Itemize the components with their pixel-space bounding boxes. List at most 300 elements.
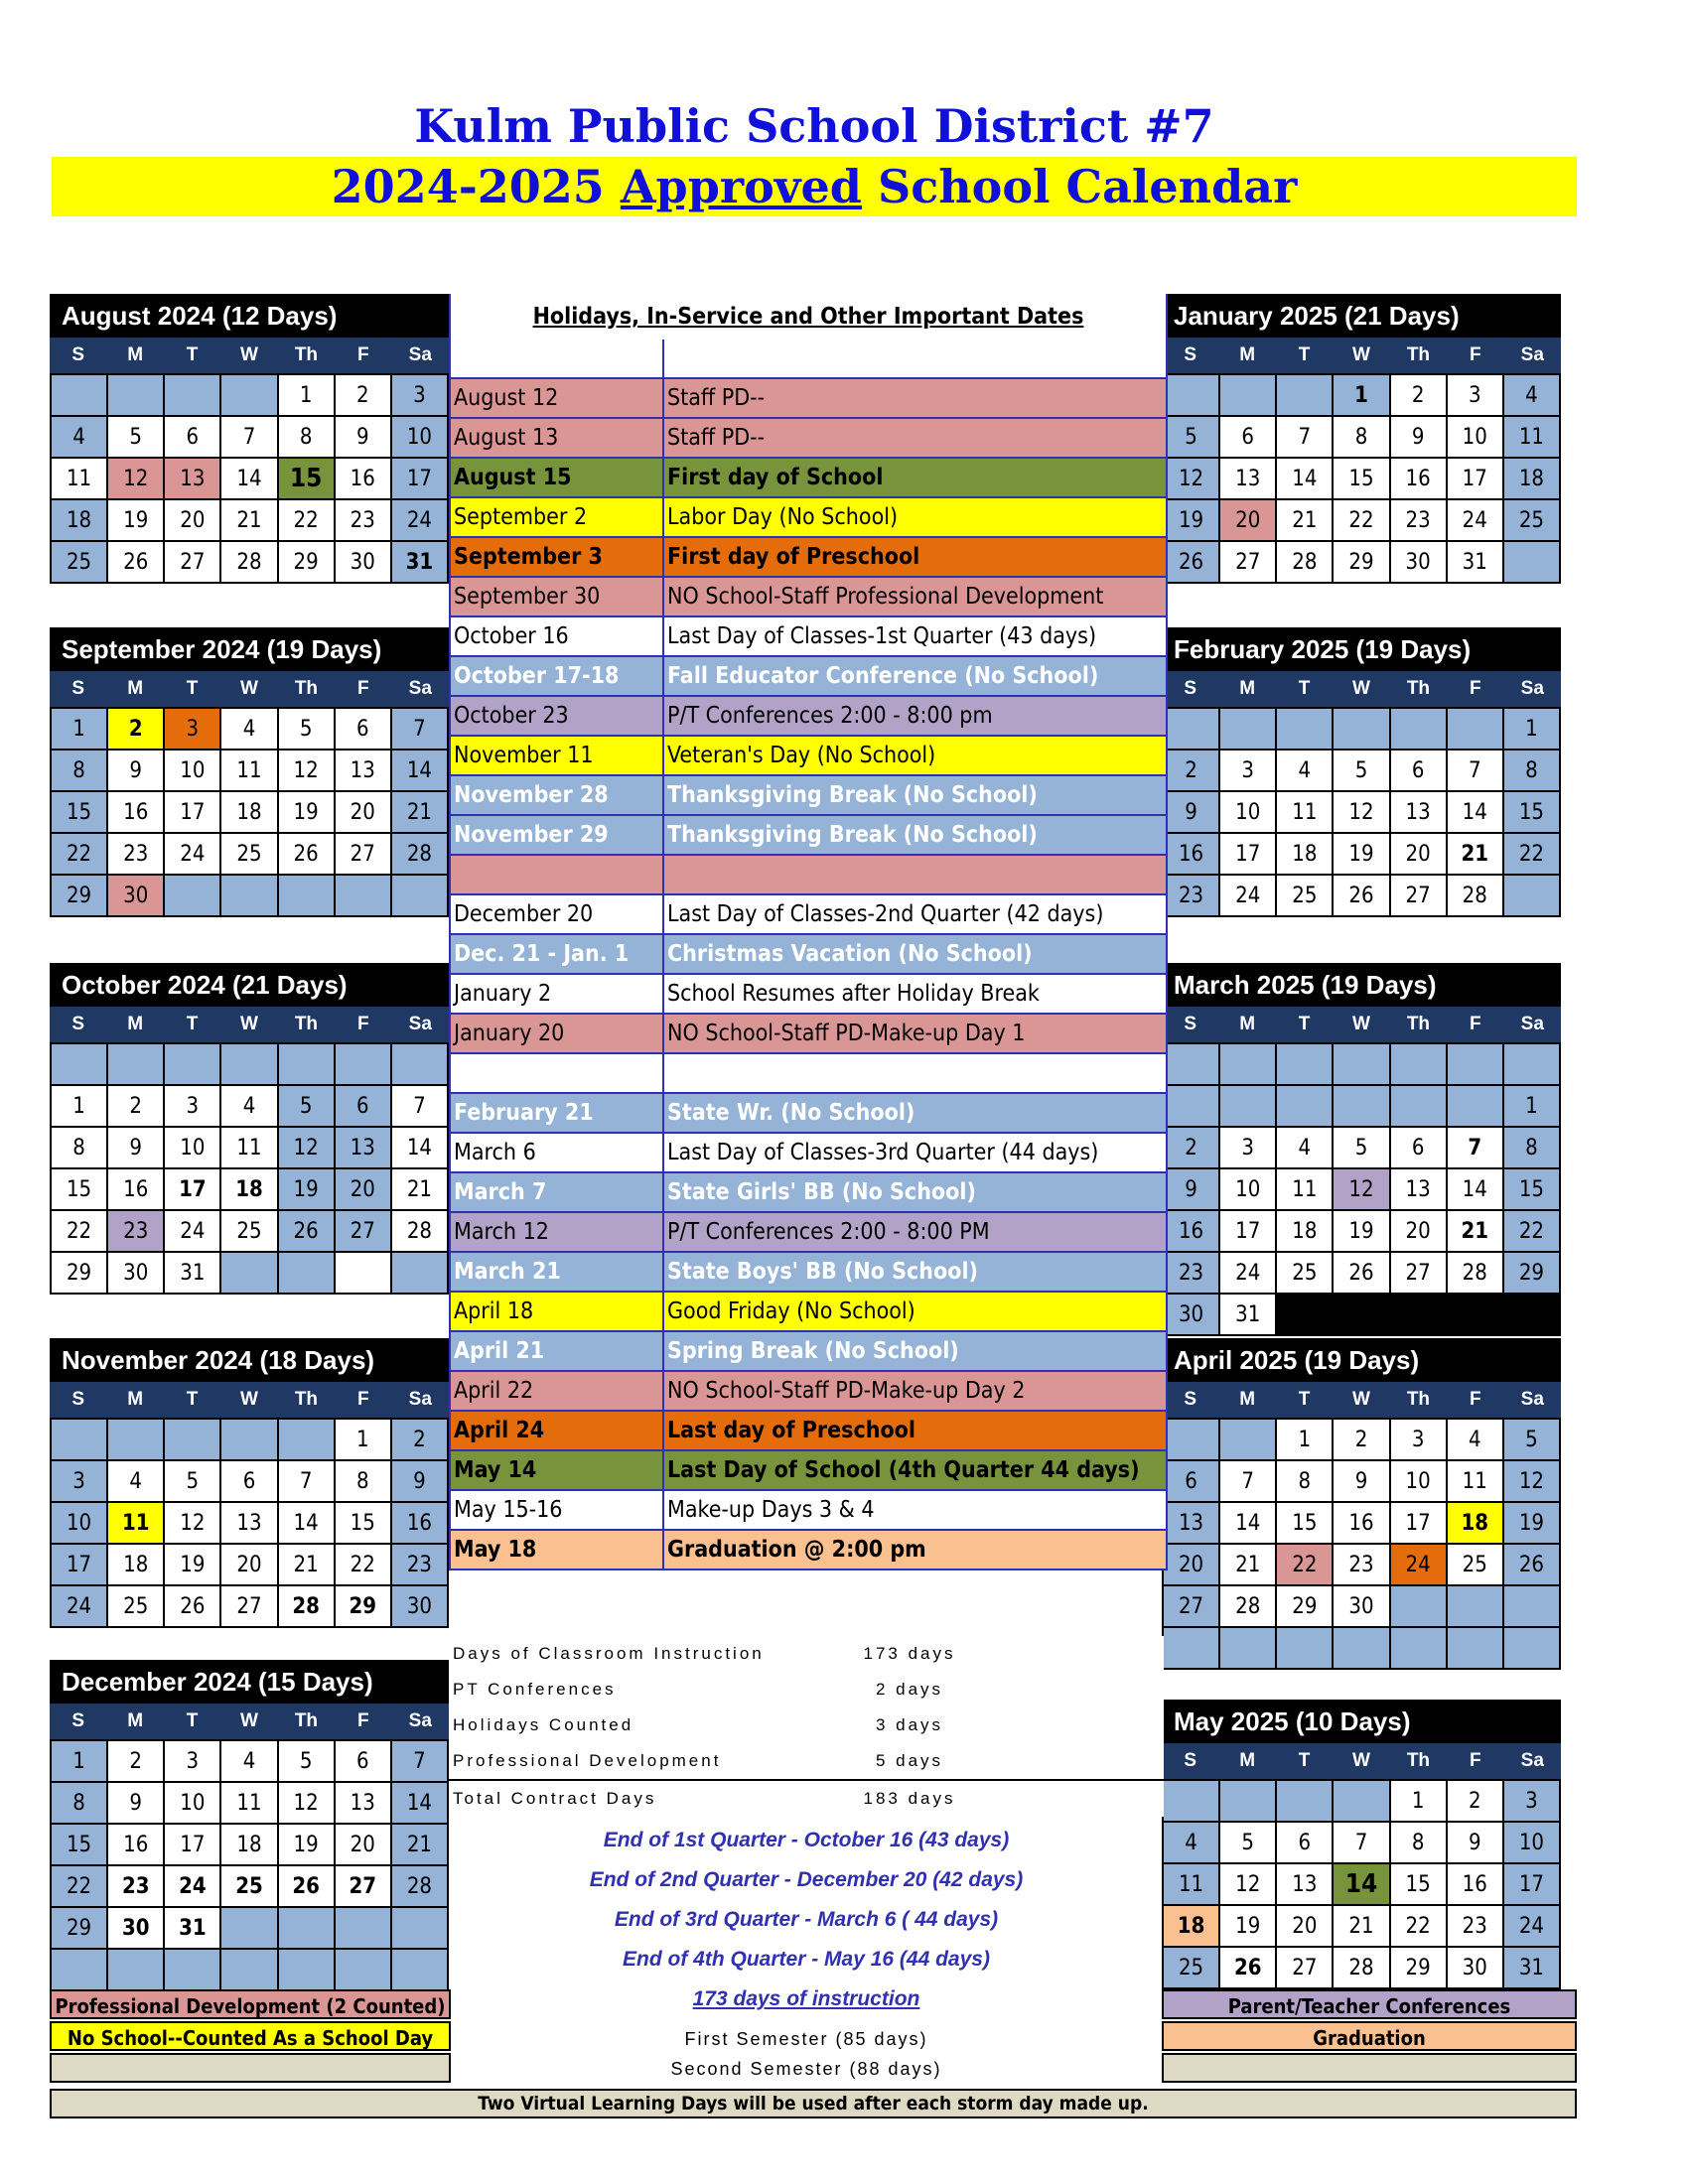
weekday-1: M <box>1239 344 1256 365</box>
event-row <box>451 895 1166 935</box>
day-cell: 20 <box>1391 834 1446 874</box>
event-description: Good Friday (No School) <box>667 1298 915 1324</box>
day-cell: 8 <box>1504 1128 1559 1167</box>
weekday-header <box>50 1007 449 1042</box>
total-value: 3 days <box>875 1715 944 1734</box>
weekday-2: T <box>1298 344 1311 365</box>
day-cell: 21 <box>1448 834 1502 874</box>
day-cell: 31 <box>165 1253 219 1293</box>
empty-cell <box>221 1044 276 1084</box>
day-grid <box>50 1042 449 1295</box>
day-cell: 27 <box>1220 542 1275 582</box>
day-cell: 2 <box>1391 375 1446 415</box>
day-cell: 22 <box>52 1866 106 1906</box>
day-cell: 8 <box>52 1128 106 1167</box>
day-cell: 22 <box>1391 1906 1446 1946</box>
day-cell: 28 <box>279 1586 334 1626</box>
event-date: December 20 <box>451 895 664 933</box>
event-date: May 15-16 <box>451 1491 664 1529</box>
day-cell: 19 <box>1164 500 1218 540</box>
empty-cell <box>1220 709 1275 749</box>
month-october-2024 <box>50 963 449 1295</box>
day-cell: 14 <box>392 1128 447 1167</box>
weekday-header <box>50 338 449 373</box>
day-cell: 11 <box>1504 417 1559 457</box>
day-cell: 27 <box>336 834 390 874</box>
weekday-header <box>1162 1382 1561 1418</box>
empty-cell <box>1164 375 1218 415</box>
day-cell: 12 <box>1220 1864 1275 1904</box>
event-description: Last Day of Classes-2nd Quarter (42 days) <box>667 901 1104 927</box>
weekday-3: W <box>1352 1389 1370 1410</box>
event-row <box>451 419 1166 459</box>
weekday-6: Sa <box>408 1389 432 1410</box>
day-grid <box>1162 1418 1561 1670</box>
day-cell: 5 <box>1164 417 1218 457</box>
day-cell: 29 <box>336 1586 390 1626</box>
event-date: February 21 <box>451 1094 664 1132</box>
day-cell: 20 <box>1391 1211 1446 1251</box>
weekday-4: Th <box>1406 1750 1431 1771</box>
day-cell: 2 <box>392 1420 447 1459</box>
event-date: Dec. 21 - Jan. 1 <box>451 935 664 973</box>
day-cell: 9 <box>392 1461 447 1501</box>
empty-cell <box>1334 1628 1388 1668</box>
event-row <box>451 1293 1166 1332</box>
weekday-6: Sa <box>408 1014 432 1034</box>
day-cell: 27 <box>165 542 219 582</box>
day-cell: 22 <box>52 834 106 874</box>
day-cell: 29 <box>1334 542 1388 582</box>
empty-cell <box>52 1950 106 1989</box>
day-cell: 14 <box>1448 792 1502 832</box>
month-title: January 2025 (21 Days) <box>1174 301 1460 331</box>
day-cell: 4 <box>221 709 276 749</box>
day-cell: 5 <box>279 1086 334 1126</box>
empty-cell <box>279 1420 334 1459</box>
day-cell: 13 <box>336 1783 390 1823</box>
empty-cell <box>1448 709 1502 749</box>
weekday-0: S <box>71 1710 85 1731</box>
event-date: May 18 <box>451 1531 664 1569</box>
day-cell: 20 <box>1220 500 1275 540</box>
day-cell: 1 <box>1334 375 1388 415</box>
empty-cell <box>52 1044 106 1084</box>
day-cell: 15 <box>336 1503 390 1543</box>
empty-cell <box>1334 1044 1388 1084</box>
day-cell: 10 <box>165 1128 219 1167</box>
event-description: Staff PD-- <box>667 425 766 451</box>
event-description: Thanksgiving Break (No School) <box>667 782 1038 808</box>
weekday-3: W <box>240 1710 258 1731</box>
day-cell: 9 <box>1391 417 1446 457</box>
day-cell: 10 <box>1220 792 1275 832</box>
weekday-3: W <box>1352 678 1370 699</box>
event-date: May 14 <box>451 1451 664 1489</box>
month-title: May 2025 (10 Days) <box>1174 1706 1411 1736</box>
day-cell: 18 <box>1164 1906 1218 1946</box>
empty-cell <box>221 1420 276 1459</box>
empty-cell <box>336 1253 390 1293</box>
day-cell: 17 <box>165 1169 219 1209</box>
weekday-6: Sa <box>1520 344 1544 365</box>
event-date: August 13 <box>451 419 664 457</box>
day-cell: 8 <box>52 1783 106 1823</box>
total-value: 2 days <box>875 1680 944 1699</box>
day-cell: 16 <box>1164 1211 1218 1251</box>
day-cell: 31 <box>165 1908 219 1948</box>
day-cell: 16 <box>1391 459 1446 498</box>
event-description: Spring Break (No School) <box>667 1338 959 1364</box>
day-cell: 30 <box>1164 1295 1218 1334</box>
day-cell: 19 <box>1334 1211 1388 1251</box>
day-cell: 27 <box>221 1586 276 1626</box>
day-cell: 13 <box>336 751 390 790</box>
total-row <box>449 1707 1164 1743</box>
day-cell: 22 <box>1277 1545 1332 1584</box>
weekday-header <box>1162 671 1561 707</box>
event-date: November 11 <box>451 737 664 774</box>
day-cell: 26 <box>165 1586 219 1626</box>
event-row <box>451 1372 1166 1412</box>
event-row <box>451 498 1166 538</box>
weekday-5: F <box>1470 344 1481 365</box>
event-row <box>451 975 1166 1015</box>
quarter-1-end: End of 1st Quarter - October 16 (43 days) <box>603 1829 1010 1851</box>
weekday-6: Sa <box>408 1710 432 1731</box>
day-cell: 8 <box>52 751 106 790</box>
day-cell: 9 <box>1334 1461 1388 1501</box>
day-cell: 1 <box>336 1420 390 1459</box>
empty-cell <box>1334 1781 1388 1821</box>
day-cell: 25 <box>1448 1545 1502 1584</box>
day-cell: 12 <box>279 1128 334 1167</box>
day-cell: 17 <box>1448 459 1502 498</box>
day-cell: 20 <box>221 1545 276 1584</box>
day-cell: 23 <box>336 500 390 540</box>
day-cell: 18 <box>221 1169 276 1209</box>
day-grid <box>50 707 449 917</box>
day-cell: 6 <box>336 1741 390 1781</box>
day-cell: 1 <box>52 1741 106 1781</box>
day-cell: 15 <box>1277 1503 1332 1543</box>
day-cell: 4 <box>1504 375 1559 415</box>
weekday-0: S <box>1184 1014 1197 1034</box>
day-cell: 23 <box>108 1866 163 1906</box>
event-date: January 2 <box>451 975 664 1013</box>
event-date: September 30 <box>451 578 664 615</box>
weekday-4: Th <box>1406 344 1431 365</box>
event-row <box>451 379 1166 419</box>
event-row <box>451 1531 1166 1570</box>
weekday-3: W <box>1352 1750 1370 1771</box>
day-cell: 21 <box>279 1545 334 1584</box>
day-cell: 8 <box>1277 1461 1332 1501</box>
event-row <box>451 1094 1166 1134</box>
day-cell: 4 <box>1277 1128 1332 1167</box>
event-description: Graduation @ 2:00 pm <box>667 1537 926 1563</box>
legend-parent-teacher-conferences: Parent/Teacher Conferences <box>1162 1989 1577 2019</box>
day-cell: 12 <box>1164 459 1218 498</box>
weekday-4: Th <box>294 344 319 365</box>
day-cell: 31 <box>1220 1295 1275 1334</box>
weekday-4: Th <box>1406 1014 1431 1034</box>
event-description: Thanksgiving Break (No School) <box>667 822 1038 848</box>
day-cell: 5 <box>1334 1128 1388 1167</box>
day-cell: 26 <box>279 1211 334 1251</box>
event-row <box>451 697 1166 737</box>
day-cell: 15 <box>52 1825 106 1864</box>
day-cell: 28 <box>392 1211 447 1251</box>
day-cell: 27 <box>336 1866 390 1906</box>
total-label: Days of Classroom Instruction <box>453 1644 765 1663</box>
day-cell: 26 <box>1334 1253 1388 1293</box>
weekday-1: M <box>127 1014 144 1034</box>
day-cell: 7 <box>279 1461 334 1501</box>
day-cell: 9 <box>108 751 163 790</box>
day-cell: 7 <box>392 1086 447 1126</box>
day-totals <box>449 1636 1164 1817</box>
day-cell: 9 <box>1164 1169 1218 1209</box>
event-date: April 21 <box>451 1332 664 1370</box>
day-cell: 27 <box>1391 876 1446 915</box>
day-cell: 16 <box>108 792 163 832</box>
day-cell: 25 <box>1504 500 1559 540</box>
event-row <box>451 856 1166 895</box>
event-row <box>451 1173 1166 1213</box>
month-title: February 2025 (19 Days) <box>1174 634 1472 664</box>
day-cell: 19 <box>279 792 334 832</box>
day-cell: 19 <box>1334 834 1388 874</box>
day-cell: 6 <box>1164 1461 1218 1501</box>
event-row <box>451 1451 1166 1491</box>
weekday-3: W <box>1352 1014 1370 1034</box>
day-cell: 17 <box>165 1825 219 1864</box>
event-description: First day of School <box>667 465 884 490</box>
day-cell: 14 <box>392 1783 447 1823</box>
empty-cell <box>336 876 390 915</box>
day-cell: 6 <box>165 417 219 457</box>
day-cell: 11 <box>1277 792 1332 832</box>
day-cell: 20 <box>165 500 219 540</box>
empty-cell <box>1164 1086 1218 1126</box>
empty-cell <box>1504 1628 1559 1668</box>
empty-cell <box>1504 1044 1559 1084</box>
event-description <box>664 856 1166 893</box>
day-cell: 6 <box>1220 417 1275 457</box>
day-cell: 19 <box>108 500 163 540</box>
event-date: October 17-18 <box>451 657 664 695</box>
day-cell: 25 <box>1277 876 1332 915</box>
day-cell: 6 <box>221 1461 276 1501</box>
day-cell: 25 <box>108 1586 163 1626</box>
total-label: Holidays Counted <box>453 1715 634 1734</box>
day-cell: 5 <box>1334 751 1388 790</box>
day-cell: 17 <box>1504 1864 1559 1904</box>
event-row <box>451 657 1166 697</box>
total-row <box>449 1743 1164 1779</box>
month-title: April 2025 (19 Days) <box>1174 1345 1420 1375</box>
day-cell: 22 <box>52 1211 106 1251</box>
day-cell: 19 <box>279 1169 334 1209</box>
event-row <box>451 1412 1166 1451</box>
event-date <box>451 340 664 377</box>
day-cell: 30 <box>108 876 163 915</box>
day-cell: 19 <box>165 1545 219 1584</box>
total-row <box>449 1636 1164 1672</box>
event-date: October 16 <box>451 617 664 655</box>
event-description: NO School-Staff PD-Make-up Day 2 <box>667 1378 1026 1404</box>
weekday-5: F <box>357 1710 369 1731</box>
day-cell: 18 <box>221 1825 276 1864</box>
day-cell: 22 <box>279 500 334 540</box>
weekday-3: W <box>240 344 258 365</box>
weekday-1: M <box>127 344 144 365</box>
event-date: August 15 <box>451 459 664 496</box>
event-date: October 23 <box>451 697 664 735</box>
event-description <box>664 340 1166 377</box>
day-cell: 4 <box>221 1741 276 1781</box>
month-january-2025 <box>1162 294 1561 584</box>
day-cell: 30 <box>108 1908 163 1948</box>
weekday-1: M <box>127 1710 144 1731</box>
day-cell: 28 <box>1277 542 1332 582</box>
event-description: Fall Educator Conference (No School) <box>667 663 1099 689</box>
empty-cell <box>1220 1086 1275 1126</box>
empty-cell <box>392 1908 447 1948</box>
event-date: January 20 <box>451 1015 664 1052</box>
empty-cell <box>1164 1420 1218 1459</box>
month-september-2024 <box>50 627 449 917</box>
day-cell: 21 <box>221 500 276 540</box>
day-cell: 11 <box>1277 1169 1332 1209</box>
day-cell: 26 <box>1164 542 1218 582</box>
legend-blank <box>50 2053 451 2083</box>
empty-cell <box>1220 1781 1275 1821</box>
event-description: Last Day of School (4th Quarter 44 days) <box>667 1457 1140 1483</box>
day-cell: 23 <box>1164 876 1218 915</box>
day-cell: 1 <box>1504 1086 1559 1126</box>
weekday-header <box>50 1382 449 1418</box>
empty-cell <box>165 1044 219 1084</box>
day-cell: 23 <box>1448 1906 1502 1946</box>
day-cell: 7 <box>1448 751 1502 790</box>
day-cell: 16 <box>1448 1864 1502 1904</box>
empty-cell <box>165 1950 219 1989</box>
day-cell: 27 <box>1391 1253 1446 1293</box>
day-cell: 14 <box>1334 1864 1388 1904</box>
day-cell: 24 <box>1220 1253 1275 1293</box>
day-cell: 7 <box>1448 1128 1502 1167</box>
empty-cell <box>1391 709 1446 749</box>
event-description: P/T Conferences 2:00 - 8:00 pm <box>667 703 993 729</box>
day-grid <box>1162 707 1561 917</box>
total-label: Total Contract Days <box>453 1789 657 1808</box>
total-value: 173 days <box>863 1644 956 1663</box>
empty-cell <box>279 1253 334 1293</box>
day-cell: 5 <box>1504 1420 1559 1459</box>
day-cell: 6 <box>336 709 390 749</box>
day-cell: 10 <box>1391 1461 1446 1501</box>
total-row <box>449 1672 1164 1707</box>
day-cell: 4 <box>52 417 106 457</box>
empty-cell <box>1220 1420 1275 1459</box>
empty-cell <box>1448 1586 1502 1626</box>
instruction-days-link[interactable]: 173 days of instruction <box>692 1987 920 2010</box>
weekday-header <box>50 671 449 707</box>
day-cell: 9 <box>1164 792 1218 832</box>
empty-cell <box>1164 709 1218 749</box>
event-description: State Boys' BB (No School) <box>667 1259 979 1285</box>
day-cell: 24 <box>165 1211 219 1251</box>
weekday-0: S <box>71 1389 85 1410</box>
day-cell: 4 <box>1448 1420 1502 1459</box>
event-description: First day of Preschool <box>667 544 920 570</box>
day-cell: 31 <box>1448 542 1502 582</box>
event-date: August 12 <box>451 379 664 417</box>
day-cell: 22 <box>336 1545 390 1584</box>
weekday-header <box>50 1704 449 1739</box>
month-november-2024 <box>50 1338 449 1628</box>
day-grid <box>50 373 449 584</box>
weekday-4: Th <box>294 678 319 699</box>
day-cell: 15 <box>1334 459 1388 498</box>
empty-cell <box>108 1950 163 1989</box>
weekday-5: F <box>1470 678 1481 699</box>
day-cell: 27 <box>1164 1586 1218 1626</box>
empty-cell <box>1391 1086 1446 1126</box>
day-cell: 24 <box>165 1866 219 1906</box>
month-april-2025 <box>1162 1338 1561 1670</box>
empty-cell <box>165 1420 219 1459</box>
event-row <box>451 935 1166 975</box>
empty-cell <box>1277 1781 1332 1821</box>
day-cell: 22 <box>1504 834 1559 874</box>
day-grid <box>50 1418 449 1628</box>
weekday-4: Th <box>1406 1389 1431 1410</box>
day-cell: 23 <box>108 834 163 874</box>
day-cell: 20 <box>336 1825 390 1864</box>
day-cell: 10 <box>1448 417 1502 457</box>
empty-cell <box>336 1044 390 1084</box>
day-cell: 28 <box>1448 1253 1502 1293</box>
important-dates-header: Holidays, In-Service and Other Important Dates <box>451 294 1166 340</box>
weekday-6: Sa <box>408 344 432 365</box>
weekday-3: W <box>240 678 258 699</box>
day-cell: 14 <box>392 751 447 790</box>
empty-cell <box>1220 1044 1275 1084</box>
day-cell: 25 <box>1164 1948 1218 1987</box>
day-cell: 21 <box>1220 1545 1275 1584</box>
weekday-0: S <box>71 1014 85 1034</box>
event-row <box>451 538 1166 578</box>
day-cell: 26 <box>108 542 163 582</box>
day-cell: 6 <box>1391 751 1446 790</box>
day-cell: 13 <box>1391 792 1446 832</box>
weekday-0: S <box>71 678 85 699</box>
day-cell: 17 <box>392 459 447 498</box>
day-cell: 24 <box>1220 876 1275 915</box>
day-cell: 3 <box>392 375 447 415</box>
day-cell: 30 <box>108 1253 163 1293</box>
day-cell: 20 <box>336 1169 390 1209</box>
day-cell: 12 <box>279 751 334 790</box>
weekday-2: T <box>186 678 199 699</box>
empty-cell <box>336 1908 390 1948</box>
day-cell: 26 <box>1220 1948 1275 1987</box>
event-date: April 24 <box>451 1412 664 1449</box>
event-date: November 28 <box>451 776 664 814</box>
